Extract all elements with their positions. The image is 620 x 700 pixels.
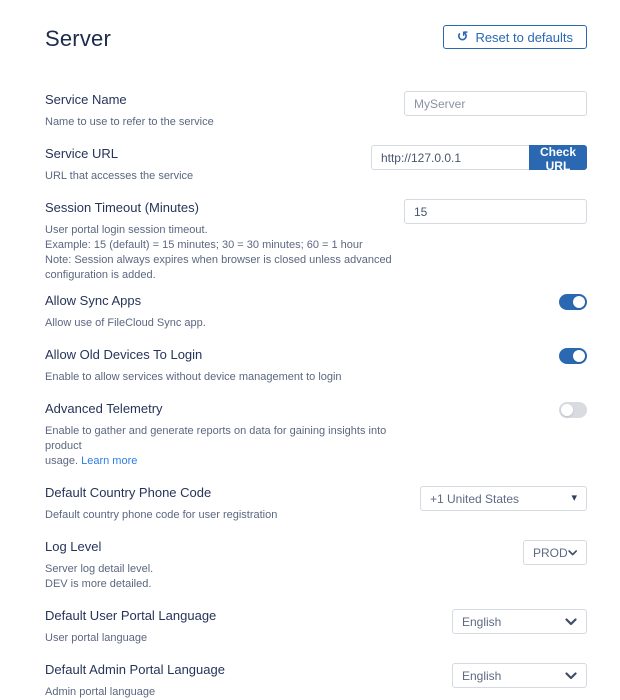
allow-old-devices-toggle[interactable] [559,348,587,364]
country-phone-code-label: Default Country Phone Code [45,485,212,500]
service-name-help: Name to use to refer to the service [45,116,214,128]
user-portal-language-value: English [462,614,502,629]
undo-icon: ↺ [456,28,469,44]
user-portal-language-select[interactable] [452,609,587,634]
allow-old-devices-help: Enable to allow services without device management to login [45,371,342,383]
log-level-select[interactable] [523,540,587,565]
country-phone-code-help: Default country phone code for user registration [45,509,278,521]
log-level-help: Server log detail level. DEV is more detailed. [45,563,154,590]
admin-portal-language-label: Default Admin Portal Language [45,662,225,677]
check-url-button[interactable]: Check URL [529,145,587,170]
admin-portal-language-value: English [462,668,502,683]
user-portal-language-label: Default User Portal Language [45,608,217,623]
session-timeout-label: Session Timeout (Minutes) [45,200,199,215]
session-timeout-input[interactable] [404,199,587,224]
allow-sync-apps-help: Allow use of FileCloud Sync app. [45,317,206,329]
page-title: Server [45,26,111,51]
advanced-telemetry-toggle[interactable] [559,402,587,418]
admin-portal-language-select[interactable] [452,663,587,688]
caret-down-icon: ▾ [571,492,577,504]
log-level-label: Log Level [45,539,102,554]
page-header [45,25,587,52]
advanced-telemetry-label: Advanced Telemetry [45,401,163,416]
service-url-label: Service URL [45,146,118,161]
chevron-down-icon [568,549,577,557]
admin-portal-language-help: Admin portal language [45,686,156,698]
toggle-knob [573,296,585,308]
service-name-label: Service Name [45,92,127,107]
field-row-admin-portal-language [45,661,587,700]
chevron-down-icon [565,672,577,680]
toggle-knob [561,404,573,416]
service-url-input[interactable] [371,145,529,170]
field-row-allow-old-devices [45,346,587,385]
toggle-knob [573,350,585,362]
allow-sync-apps-toggle[interactable] [559,294,587,310]
field-row-service-name [45,91,587,130]
country-phone-code-value: +1 United States [430,491,520,506]
advanced-telemetry-help: Enable to gather and generate reports on data for gaining insights into product usage. Learn more [45,425,387,467]
service-name-input[interactable] [404,91,587,116]
chevron-down-icon [565,618,577,626]
allow-sync-apps-label: Allow Sync Apps [45,293,142,308]
field-row-allow-sync-apps [45,292,587,331]
field-row-country-phone-code [45,484,587,523]
session-timeout-help: User portal login session timeout. Example: 15 (default) = 15 minutes; 30 = 30 minutes; 60 = 1 hour Note: Session always expires when browser is closed unless advanced configuration is added. [45,224,392,281]
reset-button-label: Reset to defaults [475,29,573,45]
field-row-user-portal-language [45,607,587,646]
allow-old-devices-label: Allow Old Devices To Login [45,347,203,362]
log-level-value: PROD [533,545,568,560]
field-row-session-timeout [45,199,587,283]
user-portal-language-help: User portal language [45,632,148,644]
learn-more-link[interactable]: Learn more [81,455,138,467]
country-phone-code-select[interactable] [420,486,587,511]
reset-to-defaults-button[interactable] [443,25,587,49]
field-row-log-level [45,538,587,592]
field-row-advanced-telemetry [45,400,587,469]
field-row-service-url [45,145,587,184]
service-url-help: URL that accesses the service [45,170,194,182]
